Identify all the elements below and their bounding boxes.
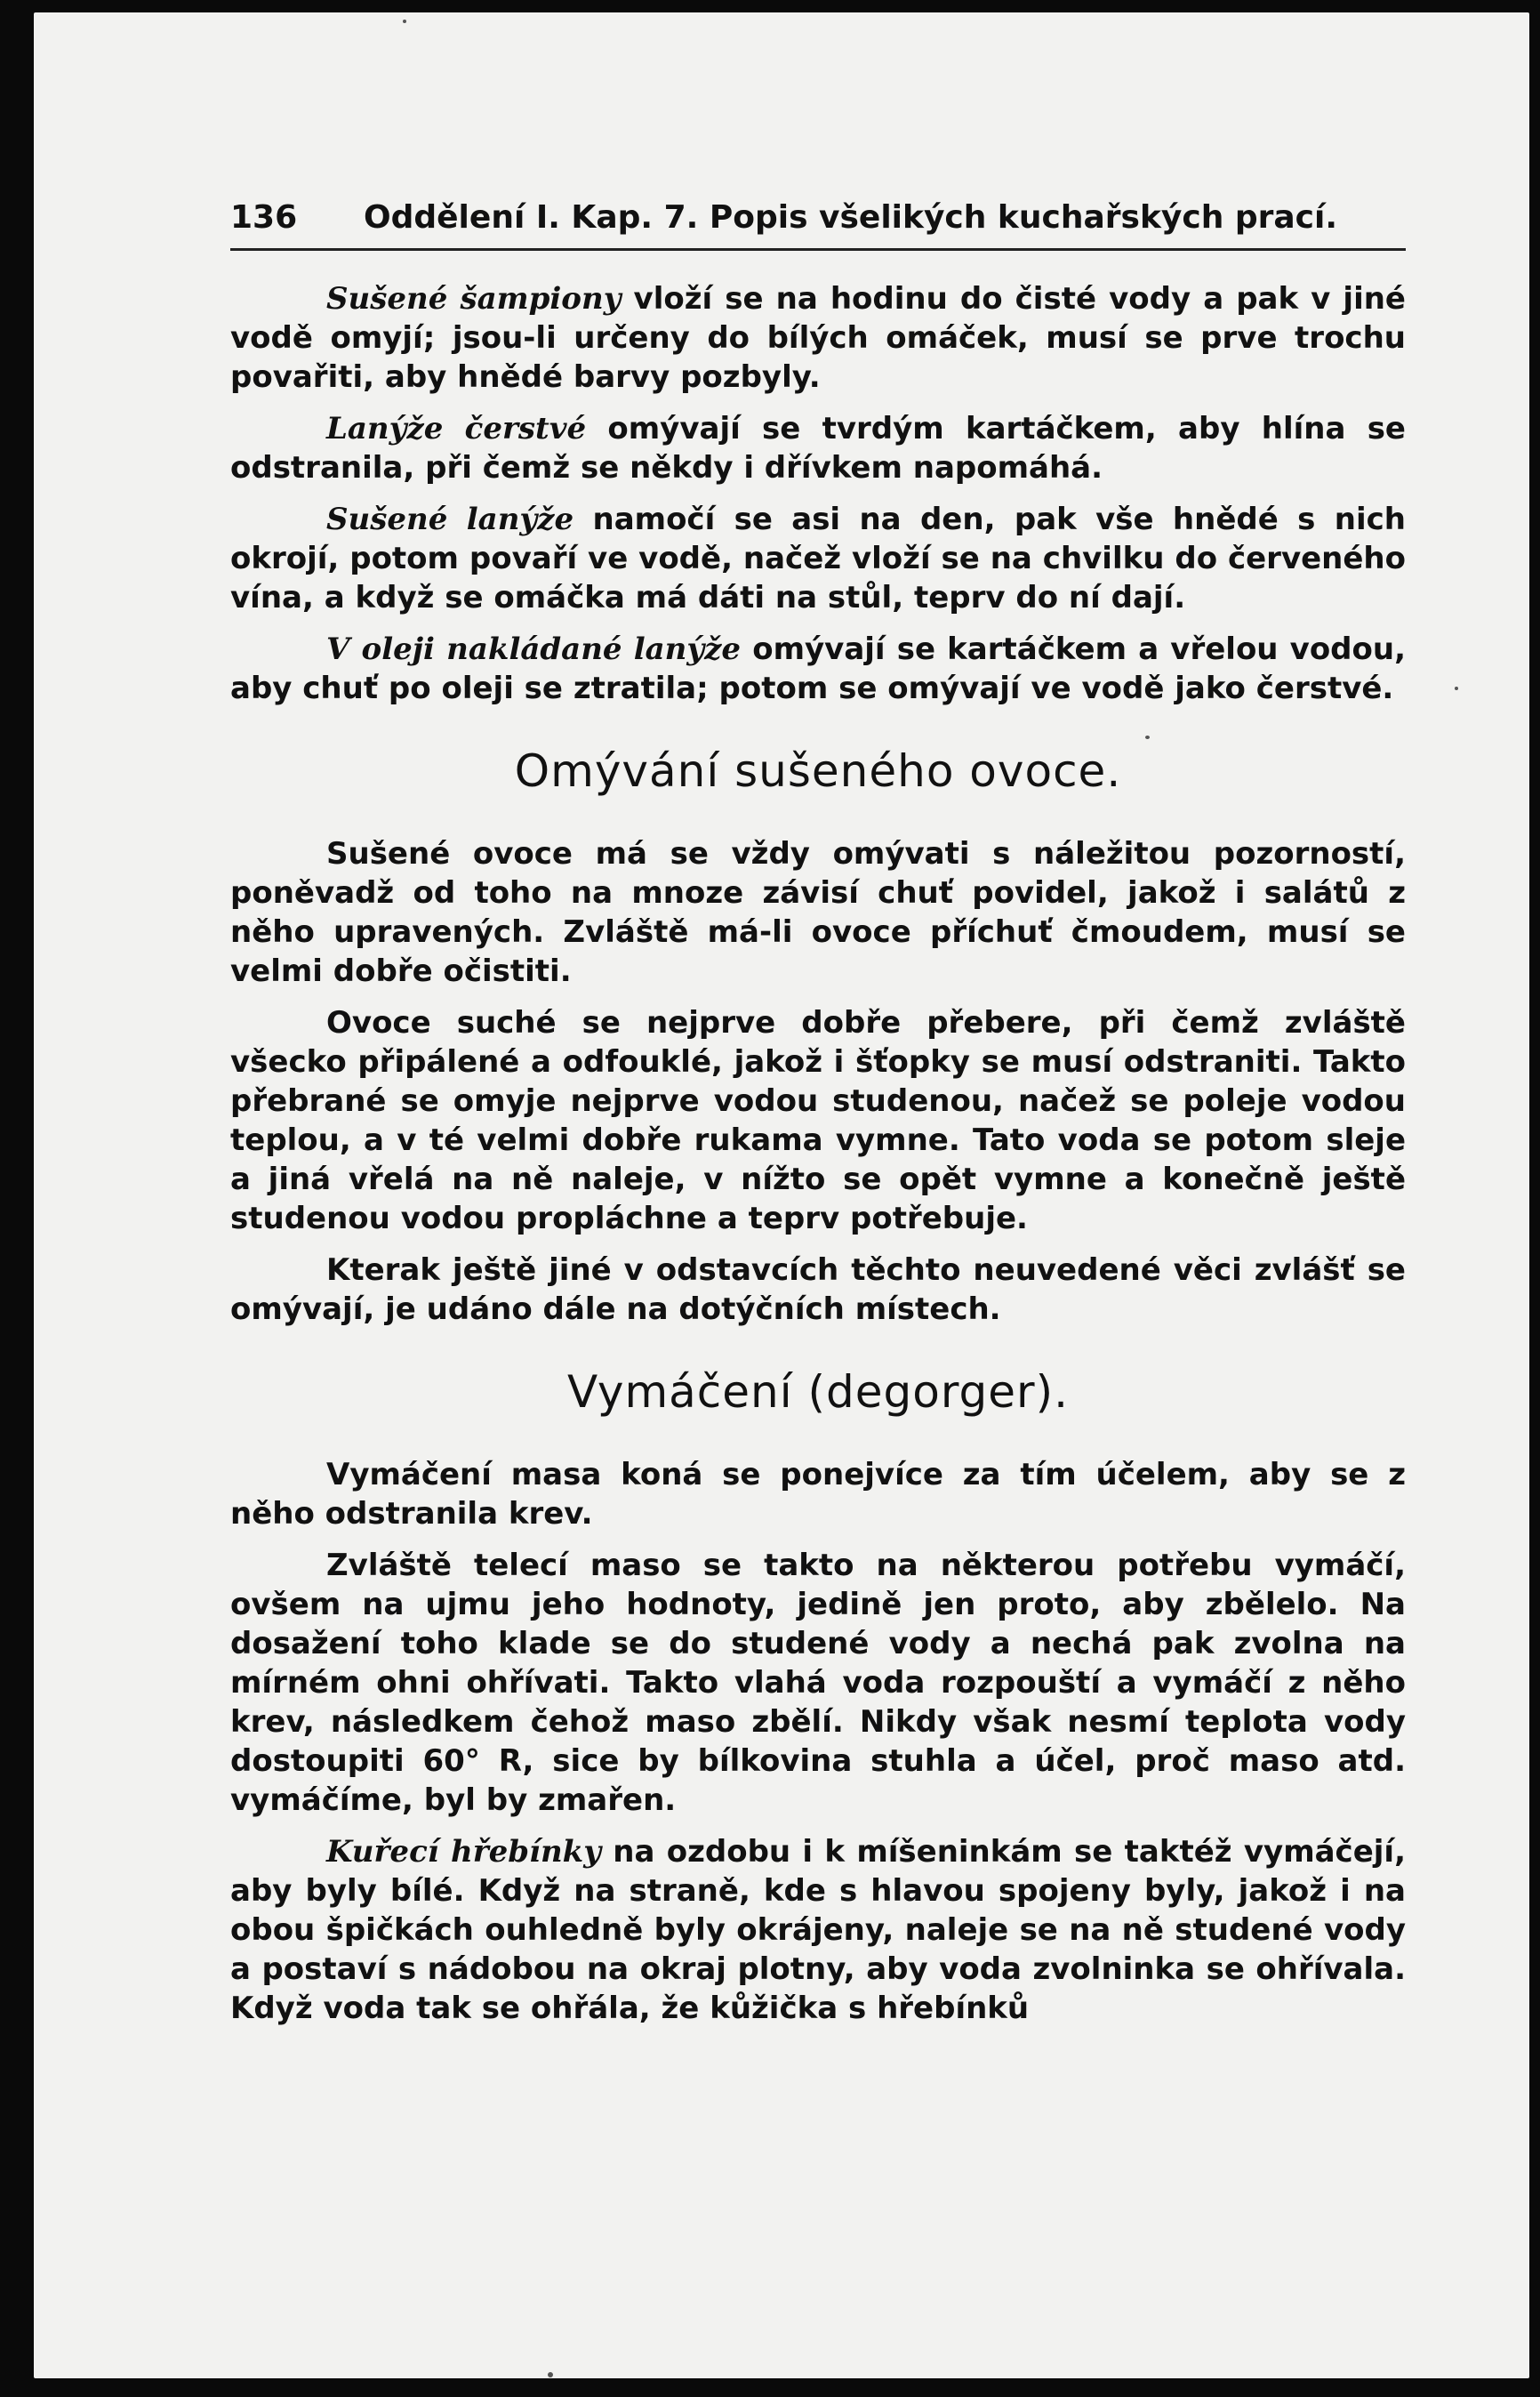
paragraph — [230, 630, 1406, 708]
page-number: 136 — [230, 199, 298, 236]
paragraph-text: Zvláště telecí maso se takto na některou potřebu vymáčí, ovšem na ujmu jeho hodnoty, jedině jen proto, aby zbělelo. Na dosažení toho klade se do studené vody a nechá pak zvolna na mírném ohni ohřívati. Takto vlahá voda rozpouští a vymáčí z něho krev, následkem čehož maso zbělí. Nikdy však nesmí teplota vody dostoupiti 60° R, sice by bílkovina stuhla a účel, proč maso atd. vymáčíme, byl by zmařen. — [230, 1548, 1406, 1818]
paragraph-text: omývají se kartáčkem a vřelou vodou, aby chuť po oleji se ztratila; potom se omývají ve vodě jako čerstvé. — [230, 631, 1406, 706]
paragraph-lead: Kuřecí hřebínky — [326, 1834, 601, 1870]
section-title: Omývání sušeného ovoce. — [514, 745, 1122, 797]
paragraph-text: vloží se na hodinu do čisté vody a pak v jiné vodě omyjí; jsou-li určeny do bílých omáček, musí se prve trochu povařiti, aby hnědé barvy pozbyly. — [230, 281, 1406, 395]
page-content — [230, 199, 1406, 2040]
paragraph-text: Kterak ještě jiné v odstavcích těchto neuvedené věci zvlášť se omývají, je udáno dále na dotýčních místech. — [230, 1252, 1406, 1327]
paragraph-text: namočí se asi na den, pak vše hnědé s nich okrojí, potom povaří ve vodě, načež vloží se na chvilku do červeného vína, a když se omáčka má dáti na stůl, teprv do ní dají. — [230, 502, 1406, 615]
paper-speck — [1145, 736, 1150, 739]
paragraph-lead: Sušené šampiony — [326, 281, 622, 317]
paper-speck — [403, 20, 406, 23]
paragraph — [230, 1546, 1406, 1820]
running-title: Oddělení I. Kap. 7. Popis všelikých kuchařských prací. — [364, 199, 1338, 236]
paragraph-text: na ozdobu i k míšeninkám se taktéž vymáčejí, aby byly bílé. Když na straně, kde s hlavou spojeny byly, jakož i na obou špičkách ouhledně byly okrájeny, naleje se na ně studené vody a postaví s nádobou na okraj plotny, aby voda zvolninka se ohřívala. Když voda tak se ohřála, že kůžička s hřebínků — [230, 1834, 1406, 2026]
paper-speck — [1455, 687, 1458, 690]
paragraph-lead: Sušené lanýže — [326, 502, 574, 537]
paragraph-text: omývají se tvrdým kartáčkem, aby hlína se odstranila, při čemž se někdy i dřívkem napomáhá. — [230, 411, 1406, 486]
body-text — [230, 279, 1406, 2028]
running-header — [230, 199, 1406, 251]
paragraph-lead: V oleji nakládané lanýže — [326, 631, 742, 667]
paragraph-text: Vymáčení masa koná se ponejvíce za tím účelem, aby se z něho odstranila krev. — [230, 1457, 1406, 1532]
paragraph — [230, 1455, 1406, 1533]
paper-speck — [548, 2372, 553, 2377]
paragraph-text: Ovoce suché se nejprve dobře přebere, při čemž zvláště všecko připálené a odfouklé, jakož i šťopky se musí odstraniti. Takto přebrané se omyje nejprve vodou studenou, načež se poleje vodou teplou, a v té velmi dobře rukama vymne. Tato voda se potom sleje a jiná vřelá na ně naleje, v nížto se opět vymne a konečně ještě studenou vodou propláchne a teprv potřebuje. — [230, 1005, 1406, 1236]
paragraph — [230, 1003, 1406, 1238]
paragraph-text: Sušené ovoce má se vždy omývati s náležitou pozorností, poněvadž od toho na mnoze závisí chuť povidel, jakož i salátů z něho upravených. Zvláště má-li ovoce příchuť čmoudem, musí se velmi dobře očistiti. — [230, 836, 1406, 989]
paragraph — [230, 409, 1406, 487]
paragraph — [230, 1832, 1406, 2028]
paragraph — [230, 1251, 1406, 1329]
paragraph — [230, 279, 1406, 397]
section-title: Vymáčení (degorger). — [567, 1366, 1069, 1418]
paragraph-lead: Lanýže čerstvé — [326, 411, 587, 446]
book-page — [34, 12, 1529, 2378]
paragraph — [230, 834, 1406, 991]
paragraph — [230, 500, 1406, 617]
